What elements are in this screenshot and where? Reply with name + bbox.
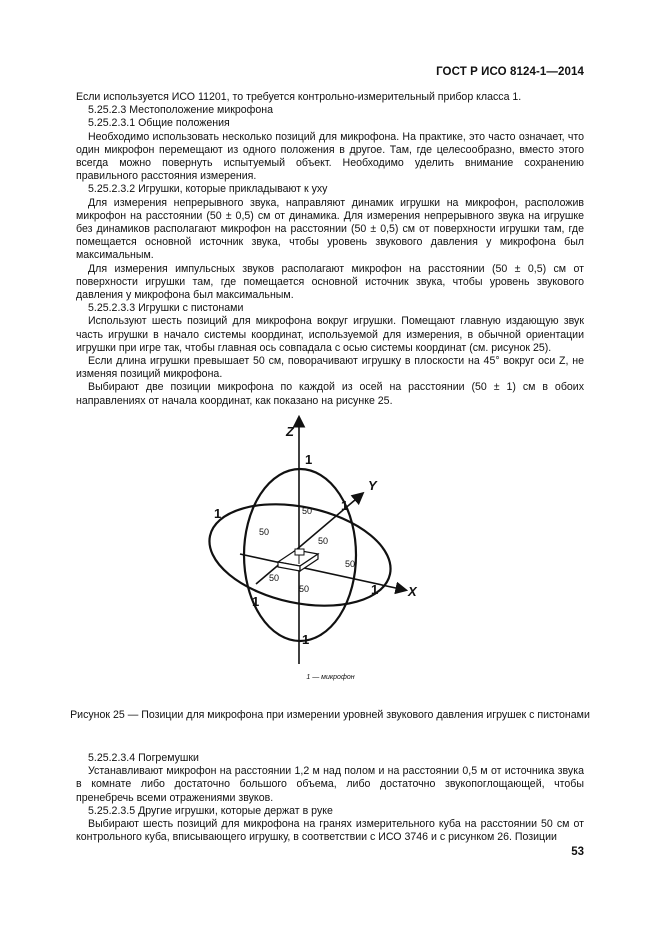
distance-label-z-down: 50 bbox=[299, 584, 310, 594]
paragraph: Устанавливают микрофон на расстоянии 1,2 м над полом и на расстоянии 0,5 м от источника звука в комнате либо достаточно большого объема, либо достаточно звукопоглощающей, чтобы пренебречь всеми отражениями звуков. bbox=[76, 765, 584, 804]
distance-label-x-neg: 50 bbox=[259, 527, 270, 537]
mic-marker-bottom: 1 bbox=[302, 632, 310, 647]
mic-marker-x-neg: 1 bbox=[214, 506, 222, 521]
distance-label-y-neg: 50 bbox=[269, 573, 280, 583]
subsection-heading: 5.25.2.3 Местоположение микрофона bbox=[88, 104, 274, 117]
section-text-top bbox=[76, 91, 584, 408]
document-header: ГОСТ Р ИСО 8124-1—2014 bbox=[436, 66, 584, 78]
paragraph: Если используется ИСО 11201, то требуется контрольно-измерительный прибор класса 1. bbox=[76, 91, 522, 103]
page-number: 53 bbox=[571, 846, 584, 858]
figure-25 bbox=[0, 414, 661, 704]
paragraph: Для измерения импульсных звуков располагают микрофон на расстоянии (50 ± 0,5) см от поверхности игрушки там, где помещается основной источник звука, чтобы уровень звукового давления у микрофона был максимальным. bbox=[76, 262, 584, 302]
figure-legend: 1 — микрофон bbox=[306, 674, 355, 681]
mic-marker-top: 1 bbox=[305, 452, 313, 467]
mic-marker-x-pos: 1 bbox=[371, 582, 379, 597]
figure-caption: Рисунок 25 — Позиции для микрофона при измерении уровней звукового давления игрушек с пистонами bbox=[70, 709, 590, 721]
paragraph: Необходимо использовать несколько позиций для микрофона. На практике, это часто означает, что один микрофон перемещают из одного положения в другое. Там, где целесообразно, вместо этого всегда можно повернуть испытуемый объект. Необходимо уделить внимание сохранению правильного расстояния измерения. bbox=[76, 130, 584, 183]
paragraph: Если длина игрушки превышает 50 см, поворачивают игрушку в плоскости на 45° вокруг оси Z, не изменяя позиций микрофона. bbox=[76, 355, 584, 381]
distance-label-x-pos: 50 bbox=[345, 559, 356, 569]
subsection-heading: 5.25.2.3.5 Другие игрушки, которые держат в руке bbox=[88, 804, 333, 817]
axis-label-y: Y bbox=[368, 478, 377, 493]
mic-marker-y-neg: 1 bbox=[252, 594, 260, 609]
subsection-heading: 5.25.2.3.2 Игрушки, которые прикладывают к уху bbox=[88, 183, 328, 196]
axis-label-z: Z bbox=[286, 424, 294, 439]
paragraph: Выбирают две позиции микрофона по каждой из осей на расстоянии (50 ± 1) см в обоих направлениях от начала координат, как показано на рисунке 25. bbox=[76, 381, 584, 407]
subsection-heading: 5.25.2.3.4 Погремушки bbox=[88, 752, 199, 764]
x-axis bbox=[240, 554, 405, 590]
distance-label-y-pos: 50 bbox=[318, 536, 329, 546]
section-text-bottom bbox=[76, 752, 584, 844]
paragraph: Используют шесть позиций для микрофона вокруг игрушки. Помещают главную издающую звук часть игрушки в начало системы координат, используемой для измерения, в обычной ориентации игрушки при игре так, чтобы главная ось совпадала с осью системы координат (см. рисунок 25). bbox=[76, 315, 584, 354]
paragraph: Для измерения непрерывного звука, направляют динамик игрушки на микрофон, расположив микрофон на расстоянии (50 ± 0,5) см от динамика. Для измерения непрерывного звука на игрушке без динамиков располагают микрофон на расстоянии (50 ± 0,5) см от поверхности игрушки там, где помещается основной источник звука, чтобы уровень звукового давления у микрофона был максимальным. bbox=[76, 196, 584, 262]
distance-label-z-up: 50 bbox=[302, 506, 313, 516]
subsection-heading: 5.25.2.3.3 Игрушки с пистонами bbox=[88, 302, 244, 315]
paragraph: Выбирают шесть позиций для микрофона на гранях измерительного куба на расстоянии 50 см от контрольного куба, вписывающего игрушку, в соответствии с ИСО 3746 и с рисунком 26. Позиции bbox=[76, 818, 584, 844]
axis-label-x: X bbox=[408, 584, 417, 599]
subsection-heading: 5.25.2.3.1 Общие положения bbox=[88, 117, 230, 130]
mic-marker-y-pos: 1 bbox=[341, 498, 349, 513]
toy-model bbox=[278, 549, 318, 571]
coordinate-diagram bbox=[0, 414, 661, 704]
